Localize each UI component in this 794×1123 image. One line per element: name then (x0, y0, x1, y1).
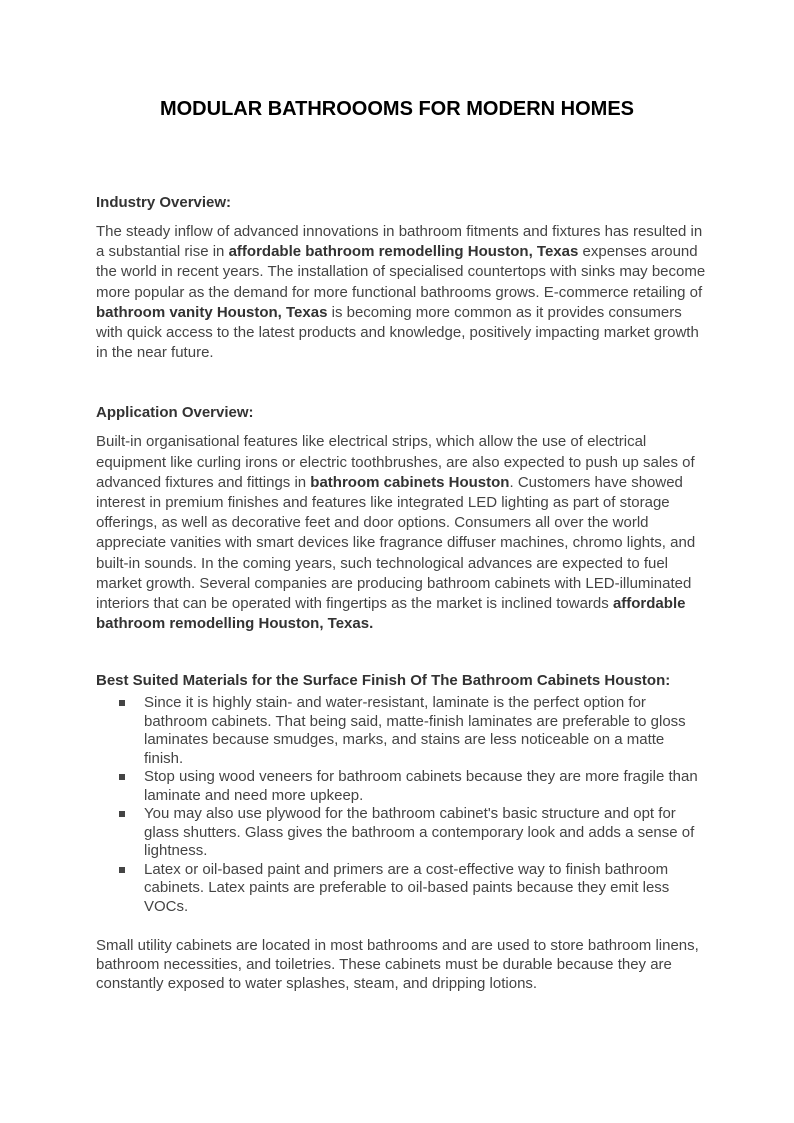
bold-keyword: affordable bathroom remodelling Houston, Texas. (96, 595, 686, 633)
section-heading: Industry Overview: (96, 194, 232, 211)
square-bullet-icon (119, 867, 125, 873)
list-item-text: Latex or oil-based paint and primers are a cost-effective way to finish bathroom cabinets. Latex paints are preferable to oil-based paints because they emit less VOCs. (144, 860, 670, 915)
text-run: is becoming more common as it provides consumers with quick access to the latest products and knowledge, positively impacting market growth in the near future. (96, 303, 699, 362)
list-item (96, 694, 706, 768)
list-item (96, 768, 706, 805)
document-body (96, 193, 706, 993)
list-item-text: You may also use plywood for the bathroom cabinet's basic structure and opt for glass shutters. Glass gives the bathroom a contemporary look and adds a sense of lightness. (144, 805, 695, 860)
list-item (96, 805, 706, 861)
text-run: . Customers have showed interest in premium finishes and features like integrated LED lighting as part of storage offerings, as well as decorative feet and door options. Consumers all over the world appreciate vanities with smart devices like fragrance diffuser machines, chromo lights, and built-in sounds. In the coming years, such technological advances are expected to fuel market growth. Several companies are producing bathroom cabinets with LED-illuminated interiors that can be operated with fingertips as the market is inclined towards (96, 473, 696, 613)
page-title: MODULAR BATHROOOMS FOR MODERN HOMES (159, 98, 635, 120)
section-heading: Best Suited Materials for the Surface Finish Of The Bathroom Cabinets Houston: (96, 672, 671, 690)
list-item (96, 861, 706, 917)
square-bullet-icon (119, 811, 125, 817)
text-run: expenses around the world in recent years. The installation of specialised countertops with sinks may become more popular as the demand for more functional bathrooms grows. E-commerce retailing of (96, 243, 706, 301)
section-heading: Application Overview: (96, 404, 254, 422)
section-paragraph (96, 222, 706, 363)
text-run: The steady inflow of advanced innovations in bathroom fitments and fixtures has resulted in a substantial rise in (96, 223, 703, 261)
list-item-text: Stop using wood veneers for bathroom cabinets because they are more fragile than laminate and need more upkeep. (144, 768, 698, 804)
section-materials (96, 672, 706, 993)
square-bullet-icon (119, 700, 125, 706)
list-item-text: Since it is highly stain- and water-resistant, laminate is the perfect option for bathroom cabinets. That being said, matte-finish laminates are preferable to gloss laminates because smudges, marks, and stains are less noticeable on a matte finish. (144, 694, 686, 767)
closing-paragraph: Small utility cabinets are located in most bathrooms and are used to store bathroom linens, bathroom necessities, and toiletries. These cabinets must be durable because they are constantly exposed to water splashes, steam, and dripping lotions. (96, 937, 699, 993)
bold-keyword: bathroom vanity Houston, Texas (96, 303, 328, 321)
text-run: Built-in organisational features like electrical strips, which allow the use of electrical equipment like curling irons or electric toothbrushes, are also expected to push up sales of advanced fixtures and fittings in (96, 433, 695, 491)
section-industry-overview (96, 193, 706, 363)
bold-keyword: bathroom cabinets Houston (310, 473, 510, 491)
section-application-overview (96, 403, 706, 634)
materials-list (96, 694, 706, 916)
square-bullet-icon (119, 774, 125, 780)
section-paragraph (96, 432, 706, 634)
bold-keyword: affordable bathroom remodelling Houston, Texas (228, 243, 579, 261)
